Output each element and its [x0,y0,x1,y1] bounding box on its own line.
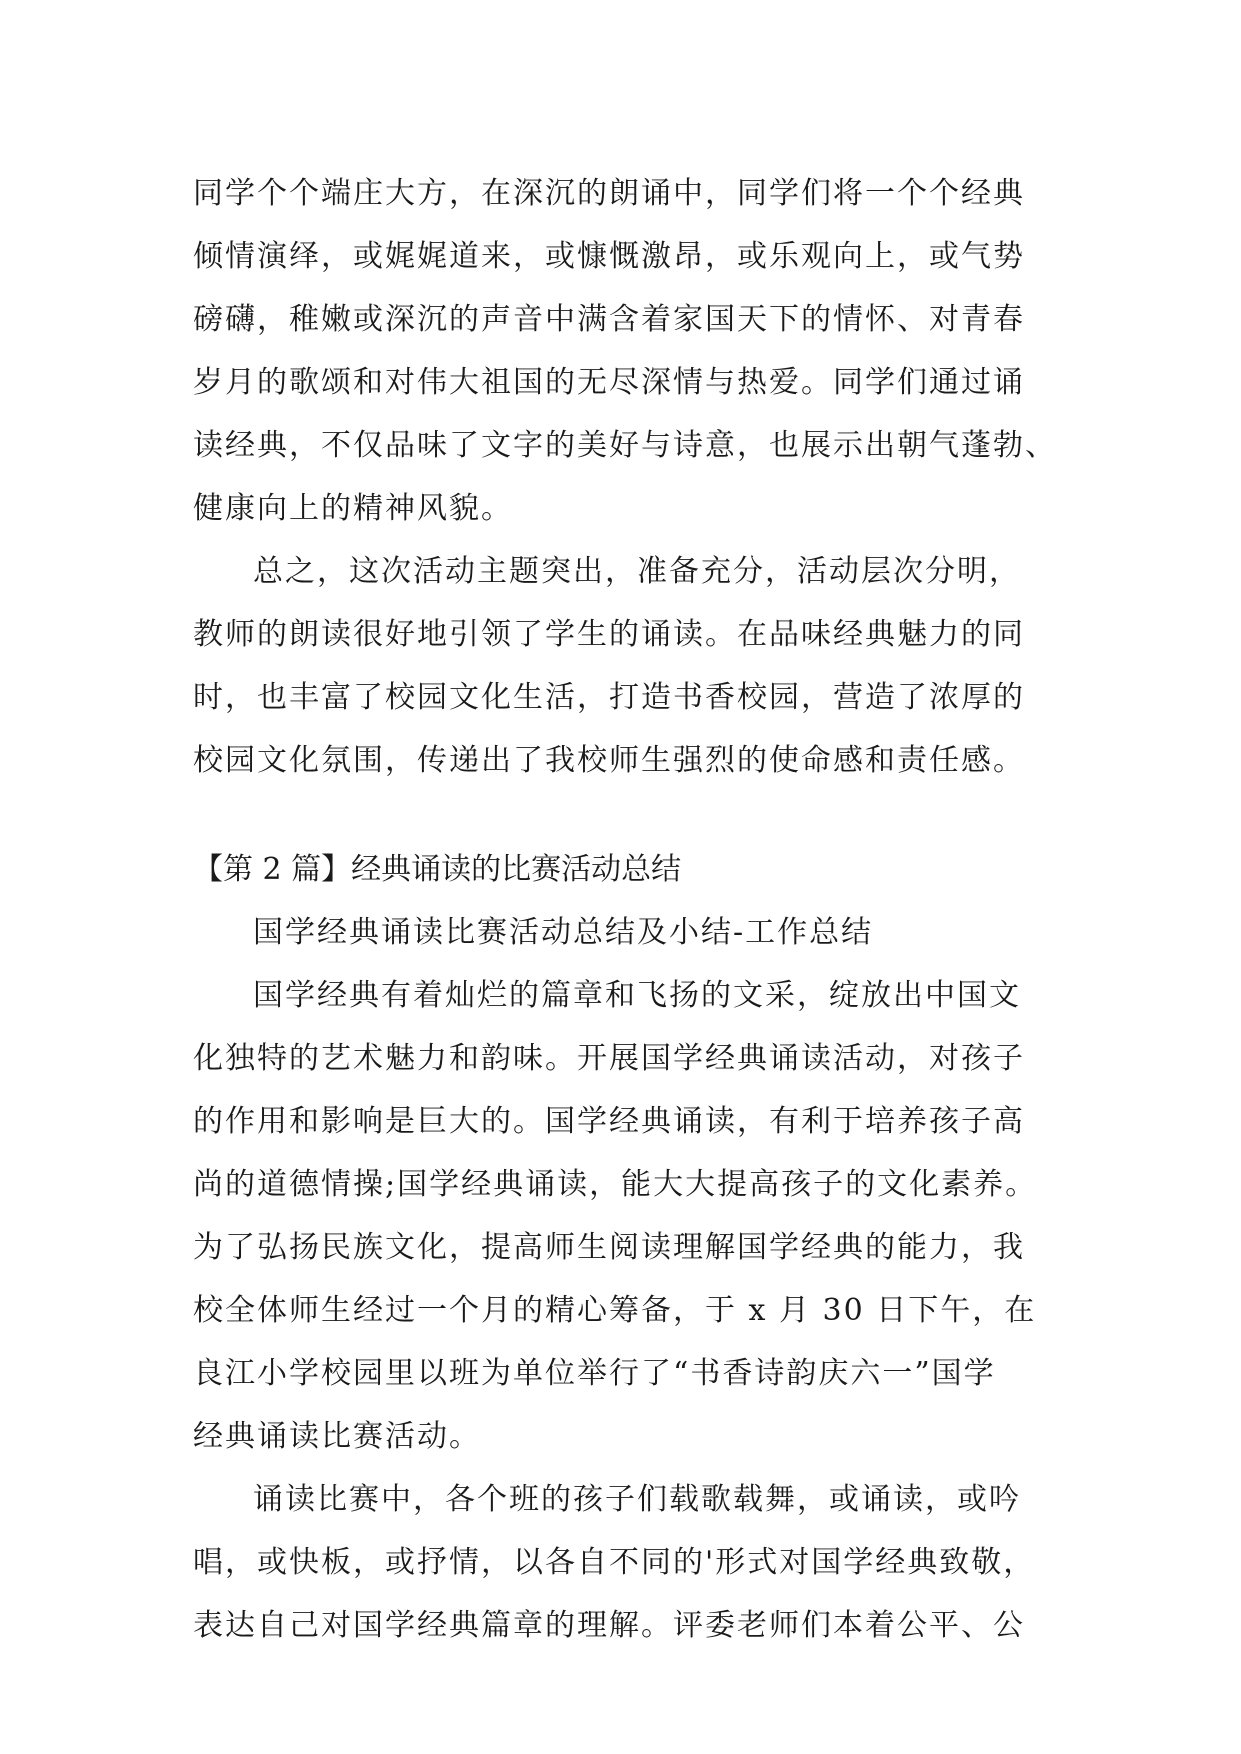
text-line: 国学经典有着灿烂的篇章和飞扬的文采，绽放出中国文 [253,978,1021,1013]
text-line: 校全体师生经过一个月的精心筹备，于 x 月 30 日下午，在 [193,1293,1037,1328]
text-line: 倾情演绎，或娓娓道来，或慷慨激昂，或乐观向上，或气势 [193,239,1025,274]
section-spacer [193,792,1073,838]
text-line: 良江小学校园里以班为单位举行了“书香诗韵庆六一”国学 [193,1356,996,1391]
text-line: 校园文化氛围，传递出了我校师生强烈的使命感和责任感。 [193,743,1025,778]
document-body [193,162,1073,1657]
section-subtitle: 国学经典诵读比赛活动总结及小结-工作总结 [253,915,874,950]
text-line: 唱，或快板，或抒情，以各自不同的'形式对国学经典致敬， [193,1545,1036,1580]
text-line: 磅礴，稚嫩或深沉的声音中满含着家国天下的情怀、对青春 [193,302,1025,337]
text-line: 诵读比赛中，各个班的孩子们载歌载舞，或诵读，或吟 [253,1482,1021,1517]
text-line: 健康向上的精神风貌。 [193,491,513,526]
section-heading: 【第 2 篇】经典诵读的比赛活动总结 [193,852,682,887]
text-line: 岁月的歌颂和对伟大祖国的无尽深情与热爱。同学们通过诵 [193,365,1025,400]
text-line: 同学个个端庄大方，在深沉的朗诵中，同学们将一个个经典 [193,176,1025,211]
text-line: 教师的朗读很好地引领了学生的诵读。在品味经典魅力的同 [193,617,1025,652]
text-line: 读经典，不仅品味了文字的美好与诗意，也展示出朝气蓬勃、 [193,428,1057,463]
text-line: 表达自己对国学经典篇章的理解。评委老师们本着公平、公 [193,1608,1025,1643]
text-line: 的作用和影响是巨大的。国学经典诵读，有利于培养孩子高 [193,1104,1025,1139]
text-line: 经典诵读比赛活动。 [193,1419,481,1454]
text-line: 尚的道德情操;国学经典诵读，能大大提高孩子的文化素养。 [193,1167,1038,1202]
text-line: 化独特的艺术魅力和韵味。开展国学经典诵读活动，对孩子 [193,1041,1025,1076]
text-line: 为了弘扬民族文化，提高师生阅读理解国学经典的能力，我 [193,1230,1025,1265]
text-line: 时，也丰富了校园文化生活，打造书香校园，营造了浓厚的 [193,680,1025,715]
text-line: 总之，这次活动主题突出，准备充分，活动层次分明， [253,554,1021,589]
